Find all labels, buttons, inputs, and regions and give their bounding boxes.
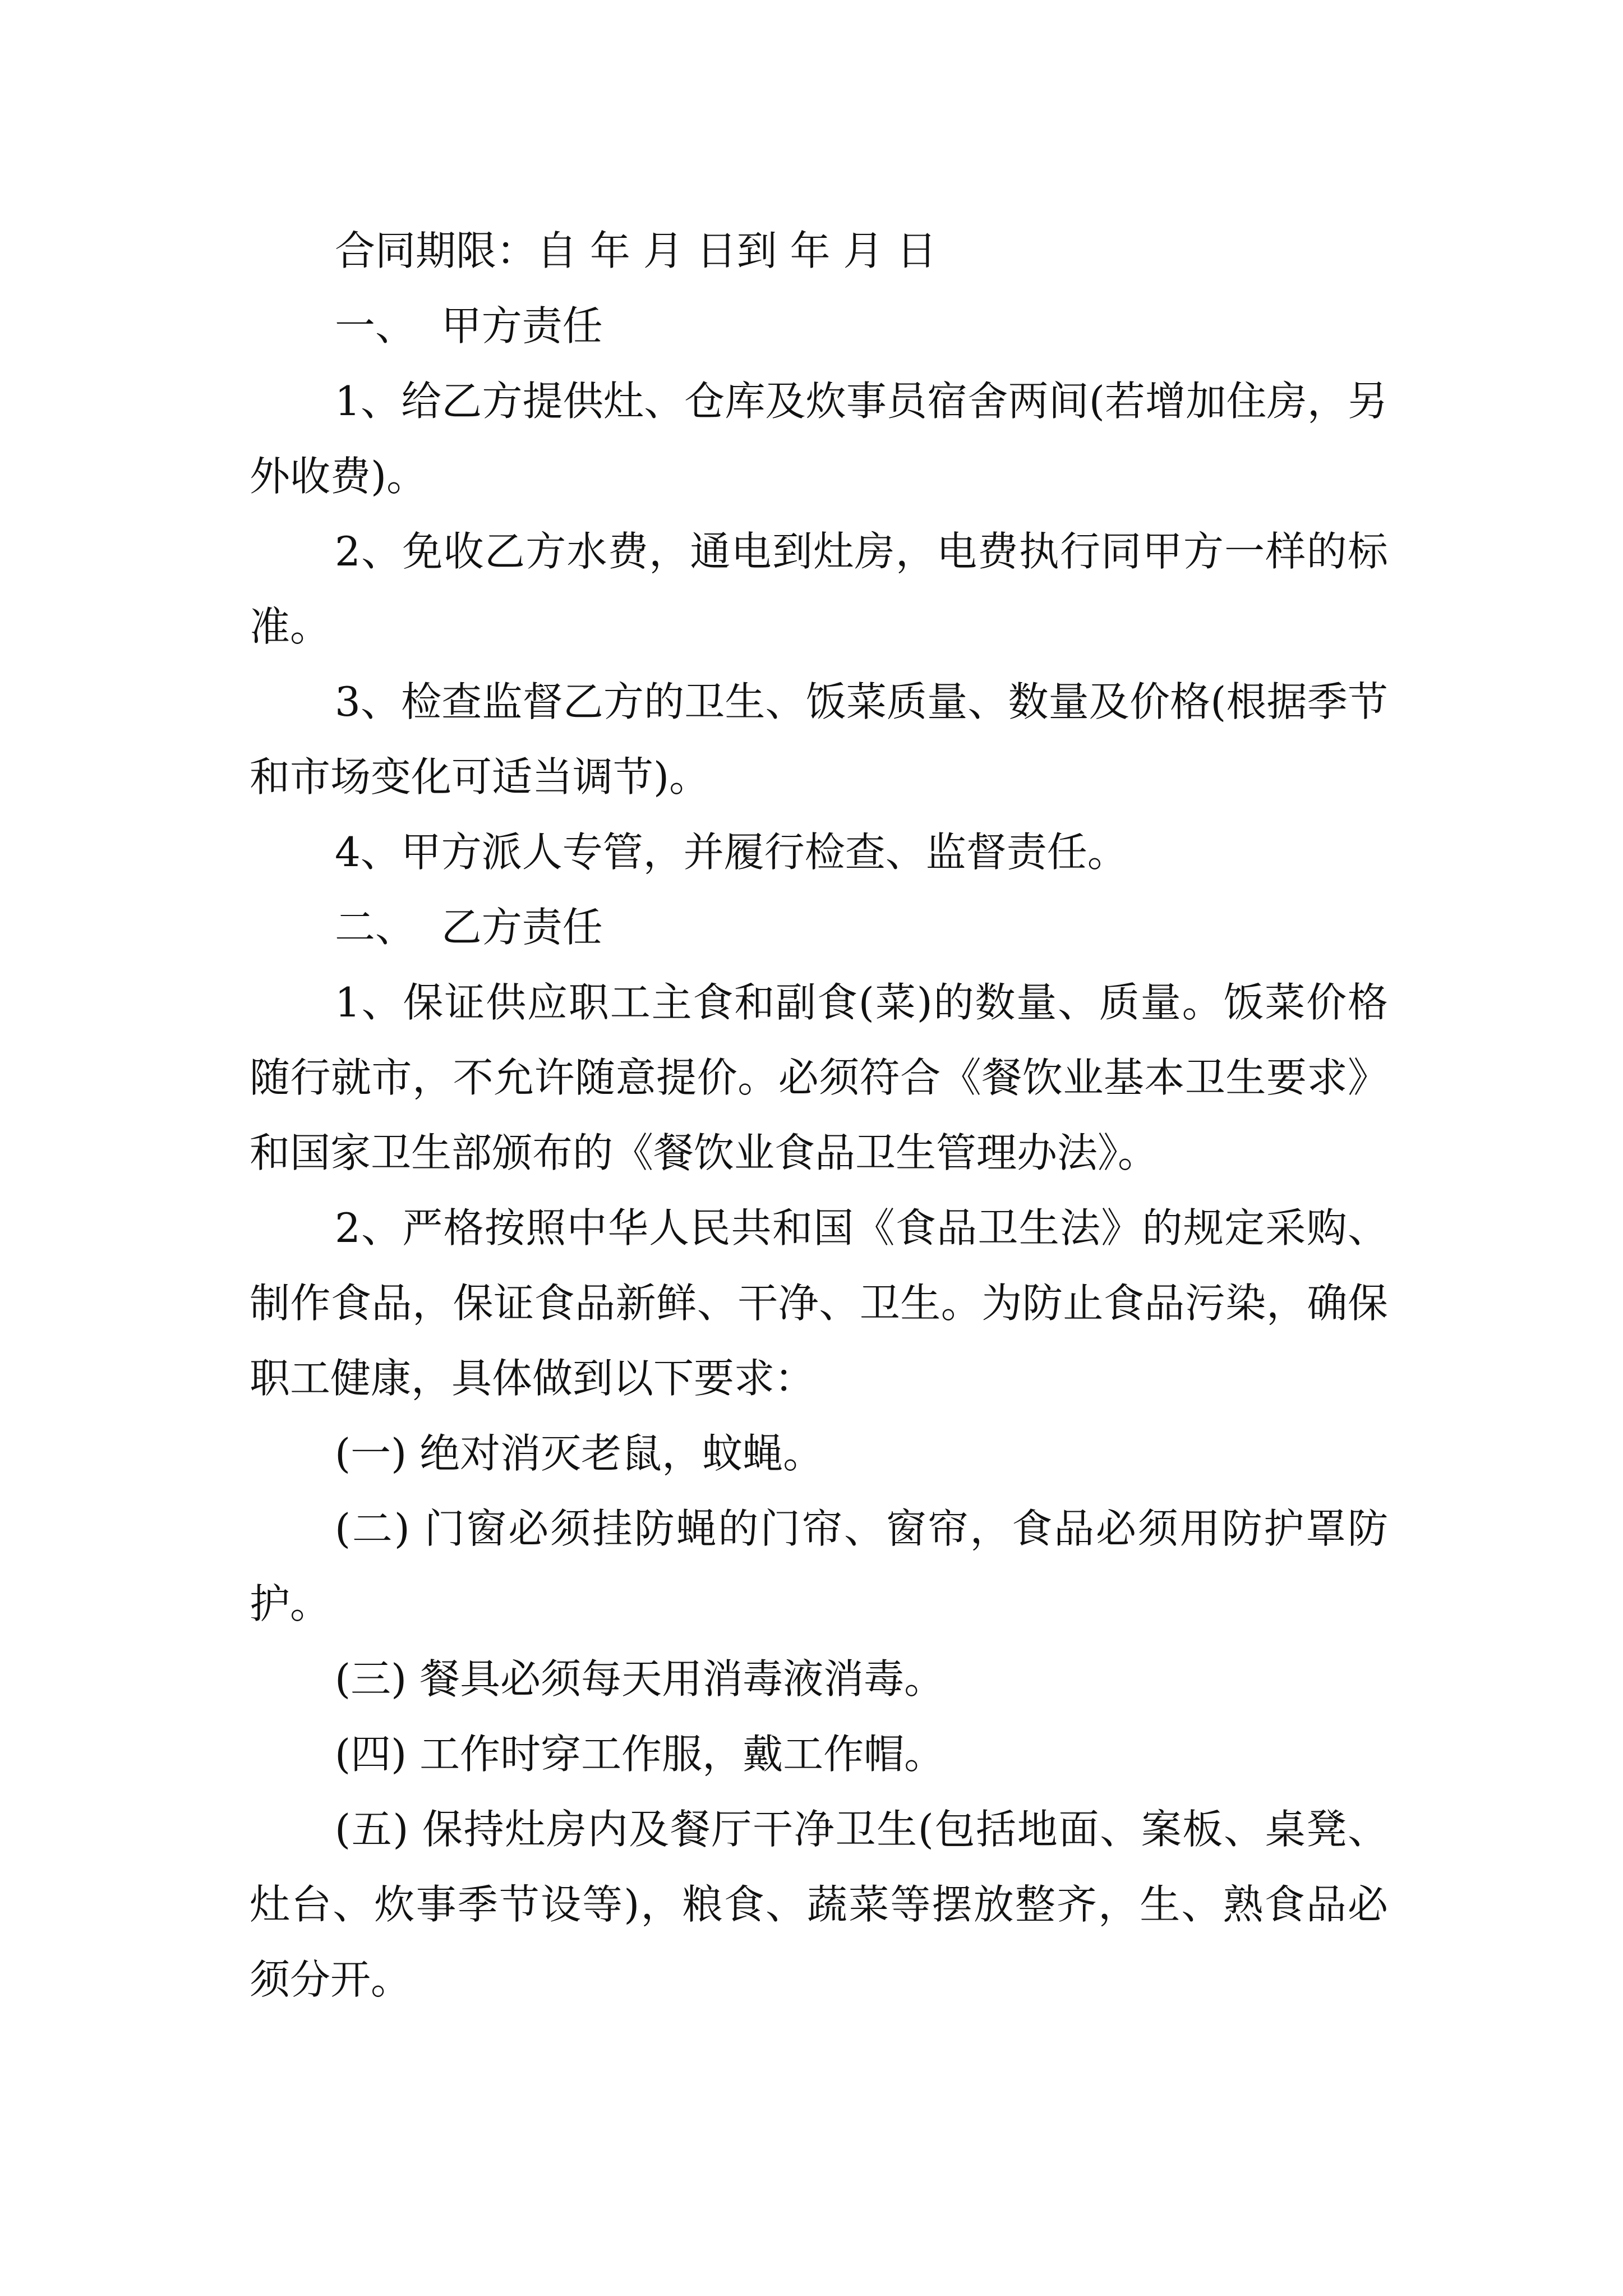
- section-heading-party-a: 一、 甲方责任: [335, 302, 603, 349]
- document-body: [250, 213, 1388, 2017]
- section-heading-party-b: 二、 乙方责任: [335, 904, 603, 951]
- requirement-3: (三) 餐具必须每天用消毒液消毒。: [335, 1655, 945, 1703]
- party-a-item-3: 3、检查监督乙方的卫生、饭菜质量、数量及价格(根据季节和市场变化可适当调节)。: [250, 678, 1388, 800]
- party-b-item-1: 1、保证供应职工主食和副食(菜)的数量、质量。饭菜价格随行就市，不允许随意提价。必须符合《餐饮业基本卫生要求》和国家卫生部颁布的《餐饮业食品卫生管理办法》。: [250, 979, 1388, 1176]
- party-a-item-2: 2、免收乙方水费，通电到灶房，电费执行同甲方一样的标准。: [250, 528, 1388, 650]
- contract-term-line: 合同期限：自 年 月 日到 年 月 日: [335, 227, 937, 274]
- party-a-item-4: 4、甲方派人专管，并履行检查、监督责任。: [335, 829, 1128, 876]
- requirement-5: (五) 保持灶房内及餐厅干净卫生(包括地面、案板、桌凳、灶台、炊事季节设等)，粮食、蔬菜等摆放整齐，生、熟食品必须分开。: [250, 1806, 1388, 2003]
- party-b-item-2: 2、严格按照中华人民共和国《食品卫生法》的规定采购、制作食品，保证食品新鲜、干净、卫生。为防止食品污染，确保职工健康，具体做到以下要求：: [250, 1204, 1388, 1402]
- party-a-item-1: 1、给乙方提供灶、仓库及炊事员宿舍两间(若增加住房，另外收费)。: [250, 378, 1388, 500]
- requirement-2: (二) 门窗必须挂防蝇的门帘、窗帘，食品必须用防护罩防护。: [250, 1505, 1388, 1627]
- requirement-4: (四) 工作时穿工作服，戴工作帽。: [335, 1731, 945, 1778]
- requirement-1: (一) 绝对消灭老鼠，蚊蝇。: [335, 1430, 824, 1477]
